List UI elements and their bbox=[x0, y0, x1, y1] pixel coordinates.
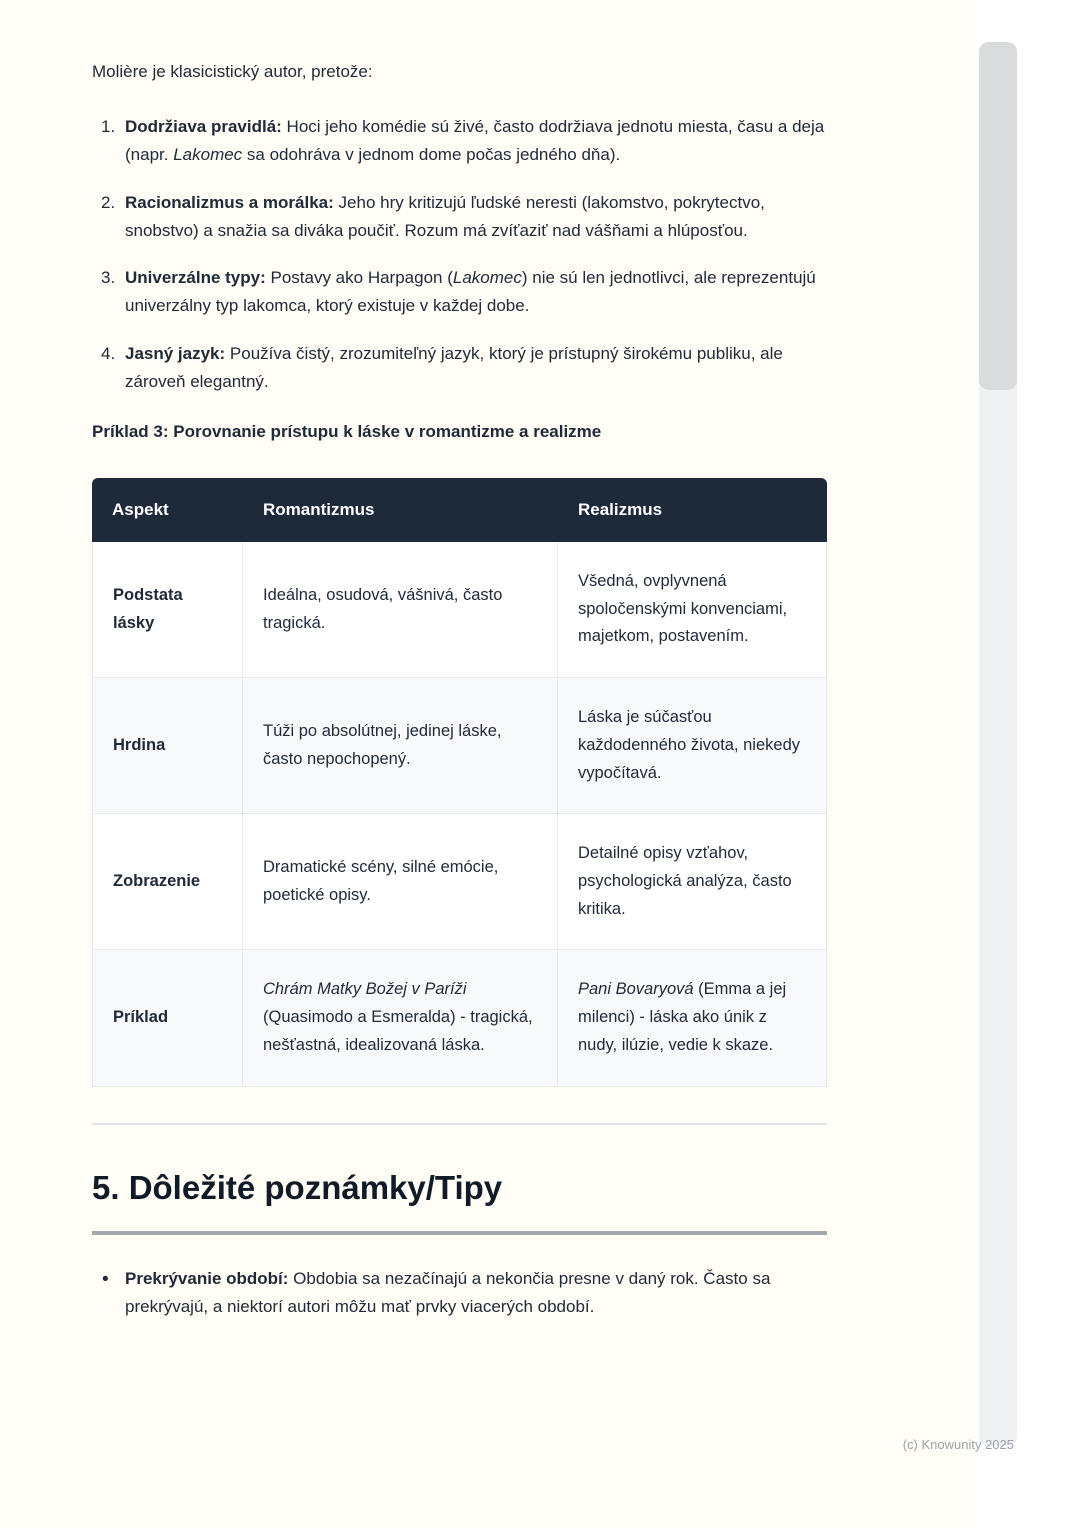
table-header-aspekt: Aspekt bbox=[92, 478, 243, 542]
list-item-lead: Univerzálne typy: bbox=[125, 268, 266, 288]
table-cell-aspekt: Podstata lásky bbox=[92, 542, 243, 678]
tips-item-lead: Prekrývanie období: bbox=[125, 1268, 289, 1288]
table-caption-heading: Príklad 3: Porovnanie prístupu k láske v romantizme a realizme bbox=[92, 421, 602, 441]
tips-item bbox=[92, 1265, 827, 1321]
table-row bbox=[92, 950, 827, 1086]
list-item-lead: Racionalizmus a morálka: bbox=[125, 192, 334, 212]
table-row bbox=[92, 542, 827, 678]
table-cell: Ideálna, osudová, vášnivá, často tragická. bbox=[243, 542, 558, 678]
table-cell bbox=[558, 950, 827, 1086]
list-item-lead: Dodržiava pravidlá: bbox=[125, 117, 282, 137]
list-item bbox=[92, 189, 827, 245]
table-cell-aspekt: Príklad bbox=[92, 950, 243, 1086]
table-cell-text: (Quasimodo a Esmeralda) - tragická, nešťastná, idealizovaná láska. bbox=[263, 1008, 533, 1054]
list-item bbox=[92, 340, 827, 396]
comparison-table bbox=[92, 478, 827, 1087]
table-cell: Láska je súčasťou každodenného života, niekedy vypočítavá. bbox=[558, 678, 827, 814]
list-item-text: sa odohráva v jednom dome počas jedného dňa). bbox=[242, 145, 621, 165]
list-item bbox=[92, 113, 827, 169]
numbered-list bbox=[92, 113, 827, 396]
table-cell-text: (Emma a jej milenci) - láska ako únik z nudy, ilúzie, vedie k skaze. bbox=[578, 980, 787, 1054]
list-item bbox=[92, 264, 827, 320]
intro-paragraph: Molière je klasicistický autor, pretože: bbox=[92, 62, 373, 81]
list-item-lead: Jasný jazyk: bbox=[125, 343, 226, 363]
tips-list bbox=[92, 1265, 827, 1321]
scrollbar-thumb[interactable] bbox=[979, 42, 1017, 390]
table-cell: Túži po absolútnej, jedinej láske, často nepochopený. bbox=[243, 678, 558, 814]
table-row bbox=[92, 678, 827, 814]
tips-item-text: Obdobia sa nezačínajú a nekončia presne v daný rok. Často sa prekrývajú, a niektorí autori môžu mať prvky viacerých období. bbox=[125, 1268, 771, 1316]
table-header-realizmus: Realizmus bbox=[558, 478, 827, 542]
table-cell bbox=[243, 950, 558, 1086]
list-item-text: Používa čistý, zrozumiteľný jazyk, ktorý je prístupný širokému publiku, ale zároveň elegantný. bbox=[125, 343, 783, 391]
watermark: (c) Knowunity 2025 bbox=[902, 1437, 1014, 1452]
table-header-romantizmus: Romantizmus bbox=[243, 478, 558, 542]
list-item-text: Postavy ako Harpagon ( bbox=[265, 268, 453, 288]
table-row bbox=[92, 814, 827, 950]
table-cell-aspekt: Zobrazenie bbox=[92, 814, 243, 950]
section-divider bbox=[92, 1123, 827, 1125]
table-cell: Detailné opisy vzťahov, psychologická analýza, často kritika. bbox=[558, 814, 827, 950]
work-title-italic: Lakomec bbox=[173, 145, 243, 165]
section-heading: 5. Dôležité poznámky/Tipy bbox=[92, 1168, 503, 1206]
table-header-row bbox=[92, 478, 827, 542]
list-item-text: Hoci jeho komédie sú živé, často dodržiava jednotu miesta, času a deja (napr. bbox=[125, 117, 825, 165]
work-title-italic: Pani Bovaryová bbox=[578, 980, 694, 999]
heading-rule bbox=[92, 1231, 827, 1235]
table-cell: Všedná, ovplyvnená spoločenskými konvenciami, majetkom, postavením. bbox=[558, 542, 827, 678]
work-title-italic: Chrám Matky Božej v Paríži bbox=[263, 980, 467, 999]
table-cell-aspekt: Hrdina bbox=[92, 678, 243, 814]
list-item-text: ) nie sú len jednotlivci, ale reprezentujú univerzálny typ lakomca, ktorý existuje v každej dobe. bbox=[125, 268, 816, 316]
work-title-italic: Lakomec bbox=[452, 268, 522, 288]
table-cell: Dramatické scény, silné emócie, poetické opisy. bbox=[243, 814, 558, 950]
list-item-text: Jeho hry kritizujú ľudské neresti (lakomstvo, pokrytectvo, snobstvo) a snažia sa diváka poučiť. Rozum má zvíťaziť nad vášňami a hlúposťou. bbox=[125, 192, 765, 240]
